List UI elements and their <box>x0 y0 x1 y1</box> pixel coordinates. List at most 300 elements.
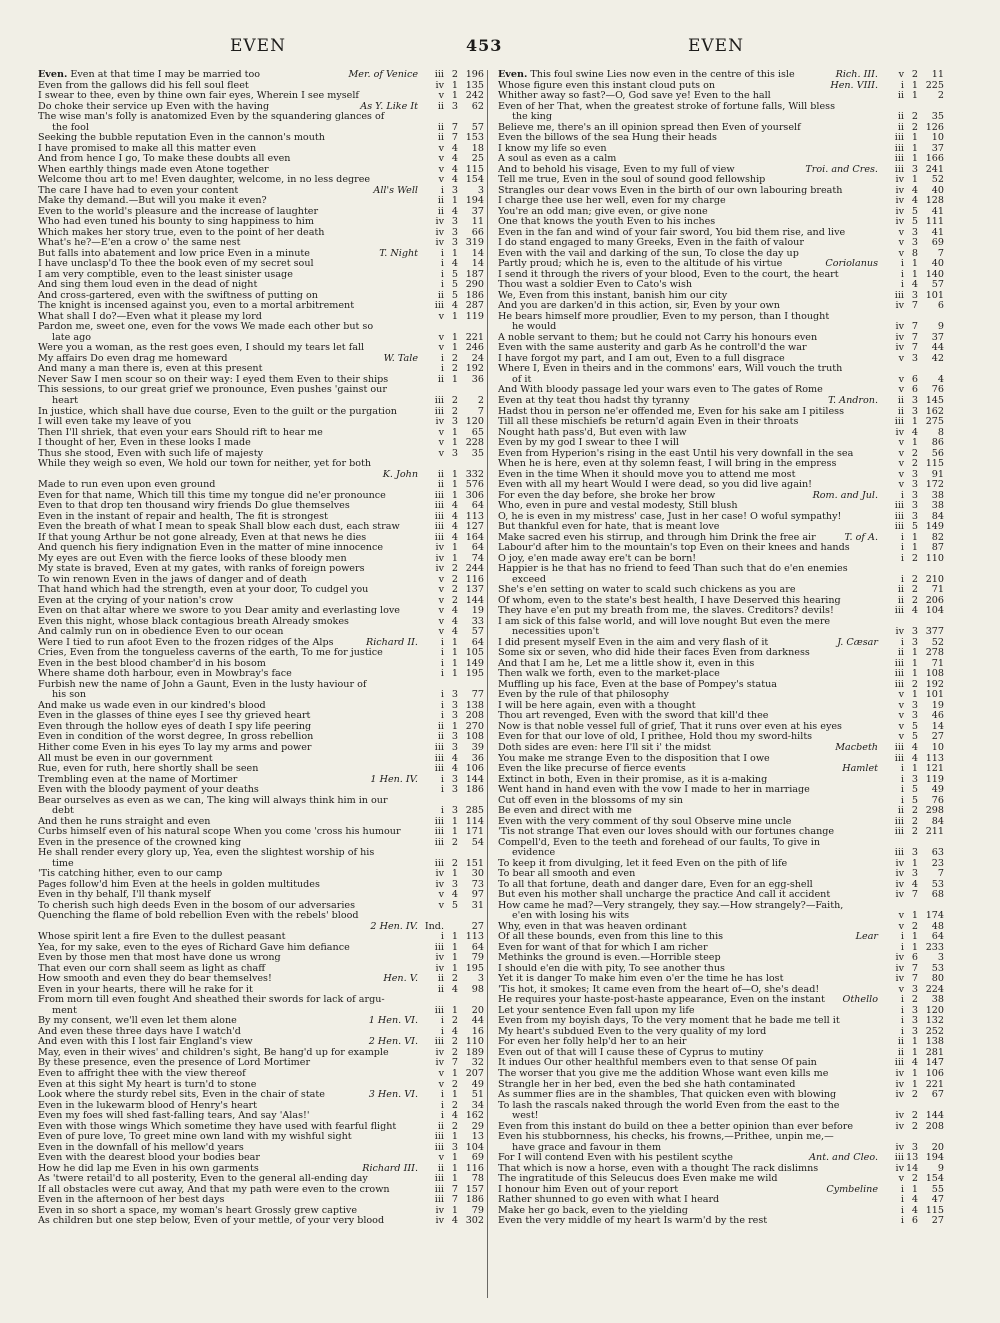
line-number: 14 <box>471 259 484 270</box>
concordance-line <box>498 1080 944 1091</box>
concordance-line <box>498 1122 944 1133</box>
quotation-text <box>38 1048 389 1059</box>
quotation-text <box>498 922 687 933</box>
act-number: iii <box>434 942 444 953</box>
line-number: 87 <box>931 543 944 554</box>
line-number: 44 <box>471 1016 484 1027</box>
concordance-line <box>38 680 484 691</box>
quotation-text <box>38 606 400 617</box>
quotation-body: This foul swine Lies now even in the centre of this isle <box>530 70 795 80</box>
concordance-line <box>498 680 944 691</box>
concordance-line <box>498 1090 944 1101</box>
quotation-body: Pages follow'd him Even at the heels in golden multitudes <box>38 879 320 890</box>
quotation-text <box>38 1080 256 1091</box>
scene-number: 13 <box>906 1153 919 1164</box>
concordance-line <box>498 70 944 81</box>
scene-number: 1 <box>451 196 458 207</box>
quotation-text <box>38 1153 260 1164</box>
quotation-text <box>38 1132 352 1143</box>
line-number: 132 <box>925 1016 944 1027</box>
act-number: i <box>900 553 904 564</box>
quotation-text <box>38 1037 253 1048</box>
concordance-line <box>38 238 484 249</box>
line-number: 37 <box>471 206 484 217</box>
concordance-line <box>38 259 484 270</box>
quotation-text <box>38 259 314 270</box>
scene-number: 1 <box>451 1153 458 1164</box>
quotation-text <box>38 417 191 428</box>
quotation-body: Even by the rule of that philosophy <box>498 690 669 701</box>
act-number: iii <box>894 827 904 838</box>
scene-number: 7 <box>911 890 918 901</box>
quotation-text <box>38 880 320 891</box>
concordance-line <box>498 585 944 596</box>
scene-number: 5 <box>451 290 458 301</box>
act-number: v <box>438 595 444 606</box>
line-number: 52 <box>931 175 944 186</box>
concordance-line <box>38 501 484 512</box>
concordance-line <box>498 396 944 407</box>
line-number: 153 <box>465 133 484 144</box>
quotation-text <box>38 512 328 523</box>
act-number: ii <box>897 406 904 417</box>
line-number: 76 <box>931 385 944 396</box>
act-number: v <box>898 353 904 364</box>
quotation-body: Thou art revenged, Even with the sword that kill'd thee <box>498 711 769 722</box>
concordance-line <box>38 249 484 260</box>
concordance-line <box>498 648 944 659</box>
quotation-body: For even the day before, she broke her brow <box>498 490 716 501</box>
act-number: iii <box>894 753 904 764</box>
quotation-body: 'Tis hot, it smokes; It came even from the heart of—O, she's dead! <box>498 984 820 995</box>
quotation-text <box>498 585 796 596</box>
concordance-line <box>498 543 944 554</box>
quotation-text <box>38 385 387 396</box>
act-number: v <box>898 732 904 743</box>
quotation-body: Even by my god I swear to thee I will <box>498 438 679 449</box>
scene-number: 4 <box>911 427 918 438</box>
quotation-text <box>498 596 841 607</box>
quotation-body: What's he?—E'en a crow o' the same nest <box>38 238 241 249</box>
act-number: iii <box>434 1195 444 1206</box>
quotation-body: Even at the crying of your nation's crow <box>38 595 234 606</box>
quotation-text <box>498 785 810 796</box>
concordance-line <box>498 102 944 113</box>
act-number: iv <box>435 963 444 974</box>
act-number: i <box>440 1100 444 1111</box>
quotation-body: Seeking the bubble reputation Even in the cannon's mouth <box>38 133 325 144</box>
quotation-text <box>498 407 844 418</box>
quotation-body: Till all these mischiefs be return'd again Even in their throats <box>498 417 799 428</box>
quotation-text <box>498 364 842 375</box>
quotation-body: Even the very middle of my heart Is warm'd by the rest <box>498 1216 768 1227</box>
quotation-text <box>498 869 635 880</box>
scene-number: 1 <box>451 480 458 491</box>
concordance-line <box>498 638 944 649</box>
quotation-text <box>38 1195 224 1206</box>
quotation-body: All must be even in our government <box>38 753 213 764</box>
quotation-body: My state is braved, Even at my gates, with ranks of foreign powers <box>38 564 365 575</box>
quotation-text <box>498 1058 817 1069</box>
scene-number: 2 <box>911 816 918 827</box>
scene-number: 2 <box>451 585 458 596</box>
scene-number: 2 <box>451 858 458 869</box>
quotation-body: You make me strange Even to the disposition that I owe <box>498 753 770 764</box>
scene-number: 1 <box>911 690 918 701</box>
line-number: 104 <box>465 1142 484 1153</box>
act-number: ii <box>437 984 444 995</box>
quotation-text <box>38 207 318 218</box>
quotation-text <box>498 270 839 281</box>
quotation-body: And With bloody passage led your wars even to The gates of Rome <box>498 385 823 396</box>
quotation-body: Even to that drop ten thousand wiry friends Do glue themselves <box>38 501 350 512</box>
quotation-text <box>38 627 283 638</box>
act-number: v <box>898 248 904 259</box>
scene-number: 3 <box>911 406 918 417</box>
scene-number: 2 <box>451 974 458 985</box>
scene-number: 6 <box>911 953 918 964</box>
scene-number: 3 <box>911 869 918 880</box>
act-number: iii <box>434 522 444 533</box>
scene-number: 3 <box>451 227 458 238</box>
scene-number: 1 <box>451 816 458 827</box>
concordance-line <box>38 922 484 933</box>
concordance-line <box>38 743 484 754</box>
act-number: i <box>900 932 904 943</box>
concordance-line <box>38 1016 484 1027</box>
quotation-text <box>38 364 262 375</box>
scene-number: 5 <box>911 206 918 217</box>
quotation-text <box>498 890 830 901</box>
quotation-body: And even with this I lost fair England's view <box>38 1037 253 1048</box>
line-number: 31 <box>471 900 484 911</box>
quotation-text <box>38 428 323 439</box>
act-number: v <box>898 921 904 932</box>
line-number: 114 <box>465 816 484 827</box>
act-number: v <box>898 385 904 396</box>
quotation-text <box>38 596 233 607</box>
line-number: 306 <box>465 490 484 501</box>
concordance-line <box>38 112 484 123</box>
act-number: iii <box>434 395 444 406</box>
scene-number: 1 <box>911 858 918 869</box>
line-number: 84 <box>931 816 944 827</box>
quotation-text <box>38 964 265 975</box>
scene-number: 2 <box>451 364 458 375</box>
act-number: v <box>898 984 904 995</box>
quotation-text <box>498 659 754 670</box>
quotation-text <box>498 491 715 502</box>
quotation-text <box>498 827 834 838</box>
concordance-line <box>498 785 944 796</box>
concordance-line <box>38 1132 484 1143</box>
quotation-body: Extinct in both, Even in their promise, as it is a-making <box>498 774 768 785</box>
concordance-line <box>498 133 944 144</box>
quotation-text <box>498 459 836 470</box>
quotation-body: Even with the very comment of thy soul Observe mine uncle <box>498 816 792 827</box>
line-number: 27 <box>931 1216 944 1227</box>
play-title: As Y. Like It <box>360 101 418 112</box>
line-number: 9 <box>937 1163 944 1174</box>
quotation-text <box>38 680 366 691</box>
line-number: 63 <box>931 848 944 859</box>
play-title: Macbeth <box>835 743 878 753</box>
act-number: ii <box>897 112 904 123</box>
quotation-body: Rue, even for ruth, here shortly shall be seen <box>38 764 259 775</box>
scene-number: 3 <box>451 743 458 753</box>
scene-number: 2 <box>911 448 918 459</box>
act-number: iii <box>434 511 444 522</box>
scene-number: 1 <box>911 91 918 102</box>
quotation-text <box>38 1058 310 1069</box>
concordance-line <box>38 1069 484 1080</box>
quotation-text <box>498 522 719 533</box>
line-number: 113 <box>465 511 484 522</box>
quotation-body: Went hand in hand even with the vow I made to her in marriage <box>498 785 810 796</box>
concordance-line <box>498 154 944 165</box>
scene-number: 2 <box>451 353 458 364</box>
play-title: Richard III. <box>362 1163 418 1174</box>
quotation-body: Even for that our love of old, I prithee, Hold thou my sword-hilts <box>498 732 813 743</box>
act-number: i <box>900 80 904 91</box>
quotation-body: That even our corn shall seem as light as chaff <box>38 963 266 974</box>
concordance-line <box>498 964 944 975</box>
quotation-body: Even from the gallows did his fell soul fleet <box>38 80 249 91</box>
play-title: Hen. VIII. <box>830 80 878 91</box>
play-title: T. Night <box>379 248 418 259</box>
quotation-text <box>52 690 86 701</box>
quotation-text <box>38 459 371 470</box>
act-number: i <box>440 1016 444 1027</box>
scene-number: 7 <box>911 343 918 354</box>
concordance-line <box>498 627 944 638</box>
quotation-text <box>498 669 720 680</box>
scene-number: 1 <box>911 417 918 428</box>
concordance-line <box>38 722 484 733</box>
quotation-text <box>498 81 715 92</box>
line-number: 138 <box>465 700 484 711</box>
act-number: ii <box>437 206 444 217</box>
quotation-text <box>38 1101 257 1112</box>
line-number: 233 <box>925 942 944 953</box>
line-number: 40 <box>931 185 944 196</box>
concordance-line <box>38 291 484 302</box>
concordance-line <box>498 238 944 249</box>
concordance-line <box>38 869 484 880</box>
concordance-line <box>38 827 484 838</box>
act-number: ii <box>437 101 444 112</box>
quotation-body: exceed <box>512 574 546 585</box>
line-number: 192 <box>465 364 484 375</box>
quotation-text <box>38 848 374 859</box>
line-number: 116 <box>465 1163 484 1174</box>
quotation-text <box>38 249 310 260</box>
concordance-line <box>38 1195 484 1206</box>
concordance-line <box>498 322 944 333</box>
quotation-body: As 'twere retail'd to all posterity, Even to the general all-ending day <box>38 1174 368 1185</box>
line-number: 228 <box>465 438 484 449</box>
quotation-body: O joy, e'en made away ere't can be born! <box>498 553 697 564</box>
scene-number: 2 <box>911 1174 918 1185</box>
quotation-body: I have unclasp'd To thee the book even of my secret soul <box>38 259 314 270</box>
quotation-text <box>498 91 771 102</box>
concordance-line <box>38 175 484 186</box>
concordance-line <box>498 1069 944 1080</box>
quotation-text <box>498 533 816 544</box>
line-number: 105 <box>465 648 484 659</box>
act-number: ii <box>437 1163 444 1174</box>
concordance-line <box>38 1164 484 1175</box>
line-number: 195 <box>465 669 484 680</box>
line-number: 36 <box>471 374 484 385</box>
scene-number: 1 <box>911 942 918 953</box>
quotation-text <box>498 964 725 975</box>
concordance-line <box>498 1195 944 1206</box>
act-number: v <box>438 585 444 596</box>
quotation-body: Even the like precurse of fierce events <box>498 764 686 775</box>
scene-number: 4 <box>451 522 458 533</box>
quotation-text <box>52 396 78 407</box>
concordance-line <box>38 648 484 659</box>
act-number: iv <box>895 974 904 985</box>
play-title: K. John <box>382 469 418 480</box>
quotation-body: As summer flies are in the shambles, That quicken even with blowing <box>498 1090 837 1101</box>
quotation-body: Even by those men that most have done us wrong <box>38 953 281 964</box>
act-number: iv <box>895 206 904 217</box>
quotation-body: Strangle her in her bed, even the bed she hath contaminated <box>498 1079 796 1090</box>
scene-number: 3 <box>451 1142 458 1153</box>
scene-number: 4 <box>451 501 458 512</box>
scene-number: 3 <box>451 417 458 428</box>
play-title: Lear <box>855 932 878 943</box>
quotation-text <box>38 438 251 449</box>
scene-number: 7 <box>451 122 458 133</box>
concordance-line <box>498 1216 944 1227</box>
quotation-body: Even my foes will shed fast-falling tears, And say 'Alas!' <box>38 1111 310 1122</box>
scene-number: 3 <box>911 984 918 995</box>
scene-number: 4 <box>911 185 918 196</box>
act-number: i <box>900 764 904 775</box>
concordance-line <box>498 165 944 176</box>
line-number: 29 <box>471 1121 484 1132</box>
line-number: 69 <box>471 1153 484 1164</box>
line-number: 119 <box>925 774 944 785</box>
quotation-text <box>498 165 735 176</box>
line-number: 4 <box>937 374 944 385</box>
line-number: 287 <box>465 301 484 312</box>
quotation-body: And sing them loud even in the dead of night <box>38 280 258 291</box>
act-number: i <box>900 1026 904 1037</box>
quotation-body: Even this night, whose black contagious breath Already smokes <box>38 616 349 627</box>
line-number: 115 <box>925 459 944 470</box>
line-number: 196 <box>465 70 484 80</box>
play-title: Richard II. <box>366 637 418 648</box>
scene-number: 3 <box>451 879 458 890</box>
quotation-body: And many a man there is, even at this present <box>38 364 263 375</box>
quotation-body: My heart's subdued Even to the very quality of my lord <box>498 1026 767 1037</box>
concordance-line <box>38 711 484 722</box>
line-number: 166 <box>925 154 944 165</box>
concordance-line <box>38 70 484 81</box>
line-number: 157 <box>465 1184 484 1195</box>
quotation-body: And then he runs straight and even <box>38 816 211 827</box>
scene-number: 2 <box>911 459 918 470</box>
line-number: 145 <box>925 395 944 406</box>
quotation-body: In justice, which shall have due course, Even to the guilt or the purgation <box>38 406 397 417</box>
concordance-line <box>38 785 484 796</box>
concordance-line <box>38 312 484 323</box>
line-number: 37 <box>931 332 944 343</box>
quotation-text <box>498 606 834 617</box>
scene-number: 4 <box>451 143 458 154</box>
quotation-body: Bear ourselves as even as we can, The king will always think him in our <box>38 795 388 806</box>
line-number: 57 <box>931 280 944 291</box>
quotation-body: As children but one step below, Even of your mettle, of your very blood <box>38 1216 385 1227</box>
quotation-body: Even in so short a space, my woman's heart Grossly grew captive <box>38 1205 358 1216</box>
quotation-text <box>38 1090 325 1101</box>
quotation-text <box>38 701 266 712</box>
line-number: 189 <box>465 1047 484 1058</box>
quotation-text <box>38 291 318 302</box>
quotation-body: Were you a woman, as the rest goes even, I should my tears let fall <box>38 343 365 354</box>
scene-number: 2 <box>911 679 918 690</box>
scene-number: 1 <box>451 1068 458 1079</box>
act-number: i <box>440 785 444 796</box>
scene-number: 3 <box>451 448 458 459</box>
line-number: 77 <box>471 690 484 701</box>
quotation-body: And you are darken'd in this action, sir, Even by your own <box>498 301 780 312</box>
quotation-body: Even of her That, when the greatest stroke of fortune falls, Will bless <box>498 101 836 112</box>
concordance-line <box>38 396 484 407</box>
concordance-line <box>498 301 944 312</box>
quotation-text <box>38 890 210 901</box>
concordance-line <box>38 1185 484 1196</box>
quotation-body: Even his stubbornness, his checks, his frowns,—Prithee, unpin me,— <box>498 1132 834 1143</box>
quotation-body: Labour'd after him to the mountain's top Even on their knees and hands <box>498 543 850 554</box>
act-number: v <box>438 890 444 901</box>
act-number: iv <box>435 1058 444 1069</box>
act-number: i <box>440 700 444 711</box>
scene-number: 1 <box>451 721 458 732</box>
act-number: iii <box>434 743 444 753</box>
concordance-line <box>498 796 944 807</box>
quotation-body: Even in your hearts, there will he rake for it <box>38 984 253 995</box>
concordance-line <box>498 890 944 901</box>
scene-number: 3 <box>451 690 458 701</box>
quotation-body: May, even in their wives' and children's sight, Be hang'd up for example <box>38 1047 389 1058</box>
line-number: 25 <box>471 154 484 165</box>
line-number: 71 <box>931 658 944 669</box>
line-number: 113 <box>925 753 944 764</box>
quotation-body: heart <box>52 395 79 406</box>
quotation-text <box>498 617 830 628</box>
act-number: i <box>900 1184 904 1195</box>
line-number: 140 <box>925 269 944 280</box>
scene-number: 1 <box>451 374 458 385</box>
quotation-text <box>498 701 696 712</box>
act-number: i <box>900 1005 904 1016</box>
quotation-body: Never Saw I men scour so on their way: I eyed them Even to their ships <box>38 374 389 385</box>
concordance-line <box>498 438 944 449</box>
act-number: v <box>898 374 904 385</box>
quotation-body: Where I, Even in theirs and in the commons' ears, Will vouch the truth <box>498 364 843 375</box>
quotation-body: Even at thy teat thou hadst thy tyranny <box>498 395 690 406</box>
act-number: i <box>440 774 444 785</box>
act-number: iii <box>894 143 904 154</box>
scene-number: 3 <box>451 711 458 722</box>
act-number: iv <box>895 301 904 312</box>
scene-number: 6 <box>911 374 918 385</box>
